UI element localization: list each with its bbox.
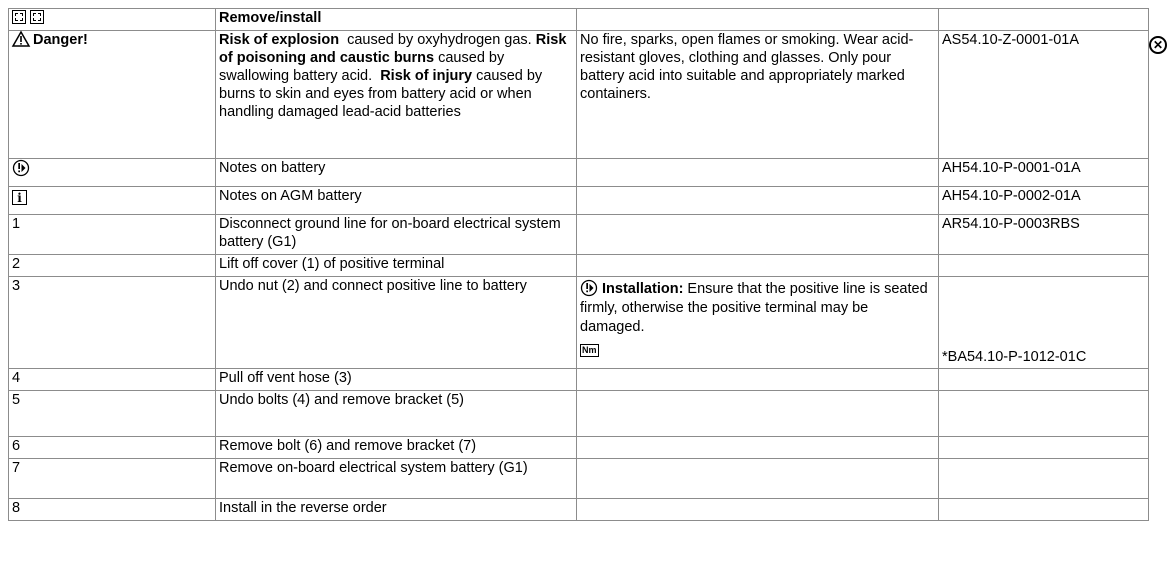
risk-poisoning: Risk of poisoning and caustic burns <box>219 32 567 66</box>
step-note <box>577 369 939 391</box>
step-note <box>577 277 939 369</box>
header-empty-cell <box>577 9 939 31</box>
step-note <box>577 459 939 499</box>
step-text: Lift off cover (1) of positive terminal <box>216 255 577 277</box>
note-row-agm <box>9 187 1149 215</box>
step-note <box>577 215 939 255</box>
note-icon <box>580 279 598 297</box>
header-title: Remove/install <box>216 9 577 31</box>
step-ref <box>939 277 1149 369</box>
step-row <box>9 391 1149 437</box>
header-empty-ref <box>939 9 1149 31</box>
note-icon-cell <box>9 159 216 187</box>
step-note <box>577 391 939 437</box>
danger-text-1: caused by oxyhydrogen gas. <box>339 32 536 48</box>
step-number: 4 <box>9 369 216 391</box>
step-ref <box>939 391 1149 437</box>
step-row <box>9 215 1149 255</box>
collapse-icon[interactable] <box>30 10 44 24</box>
step-number: 8 <box>9 499 216 521</box>
danger-label-cell <box>9 31 216 159</box>
note-text: Notes on AGM battery <box>216 187 577 215</box>
installation-label: Installation: <box>602 281 684 297</box>
step-row <box>9 437 1149 459</box>
step-row <box>9 255 1149 277</box>
note-icon <box>12 159 30 177</box>
step-text: Disconnect ground line for on-board electrical system battery (G1) <box>216 215 577 255</box>
risk-explosion: Risk of explosion <box>219 32 340 48</box>
step-ref <box>939 369 1149 391</box>
risk-injury: Risk of injury <box>380 68 473 84</box>
danger-label: Danger! <box>33 32 88 48</box>
step-text: Pull off vent hose (3) <box>216 369 577 391</box>
header-row <box>9 9 1149 31</box>
step-row <box>9 459 1149 499</box>
step-number: 5 <box>9 391 216 437</box>
danger-measures: No fire, sparks, open flames or smoking. Wear acid-resistant gloves, clothing and glasses. Only pour battery acid into suitable and appropriately marked containers. <box>577 31 939 159</box>
note-empty <box>577 159 939 187</box>
note-ref[interactable]: AH54.10-P-0002-01A <box>939 187 1149 215</box>
danger-description <box>216 31 577 159</box>
note-text: Notes on battery <box>216 159 577 187</box>
warning-triangle-icon <box>12 31 30 47</box>
procedure-table <box>8 8 1149 521</box>
info-icon-cell <box>9 187 216 215</box>
step-note <box>577 255 939 277</box>
note-row-battery <box>9 159 1149 187</box>
step-note <box>577 437 939 459</box>
step-text: Remove on-board electrical system battery (G1) <box>216 459 577 499</box>
step-row <box>9 277 1149 369</box>
danger-text-2: caused by swallowing battery acid. <box>219 50 509 84</box>
step-row <box>9 499 1149 521</box>
info-icon: i <box>12 190 27 205</box>
step-number: 1 <box>9 215 216 255</box>
step-number: 7 <box>9 459 216 499</box>
note-ref[interactable]: AH54.10-P-0001-01A <box>939 159 1149 187</box>
close-icon[interactable]: ✕ <box>1149 36 1167 54</box>
step-text: Undo bolts (4) and remove bracket (5) <box>216 391 577 437</box>
header-icons-cell <box>9 9 216 31</box>
step-ref <box>939 499 1149 521</box>
installation-note: Ensure that the positive line is seated firmly, otherwise the positive terminal may be damaged. <box>580 281 928 335</box>
danger-ref[interactable]: AS54.10-Z-0001-01A <box>939 31 1149 159</box>
step-text: Install in the reverse order <box>216 499 577 521</box>
danger-row <box>9 31 1149 159</box>
torque-nm-icon[interactable]: Nm <box>582 345 597 355</box>
step-ref-link[interactable]: *BA54.10-P-1012-01C <box>942 349 1087 365</box>
step-ref[interactable]: AR54.10-P-0003RBS <box>939 215 1149 255</box>
step-number: 3 <box>9 277 216 369</box>
step-text: Undo nut (2) and connect positive line to battery <box>216 277 577 369</box>
step-row <box>9 369 1149 391</box>
danger-text-3: caused by burns to skin and eyes from battery acid or when handling damaged lead-acid batteries <box>219 68 543 120</box>
step-text: Remove bolt (6) and remove bracket (7) <box>216 437 577 459</box>
step-ref <box>939 459 1149 499</box>
step-ref <box>939 437 1149 459</box>
expand-icon[interactable] <box>12 10 26 24</box>
step-number: 2 <box>9 255 216 277</box>
note-empty <box>577 187 939 215</box>
step-ref <box>939 255 1149 277</box>
step-number: 6 <box>9 437 216 459</box>
step-note <box>577 499 939 521</box>
